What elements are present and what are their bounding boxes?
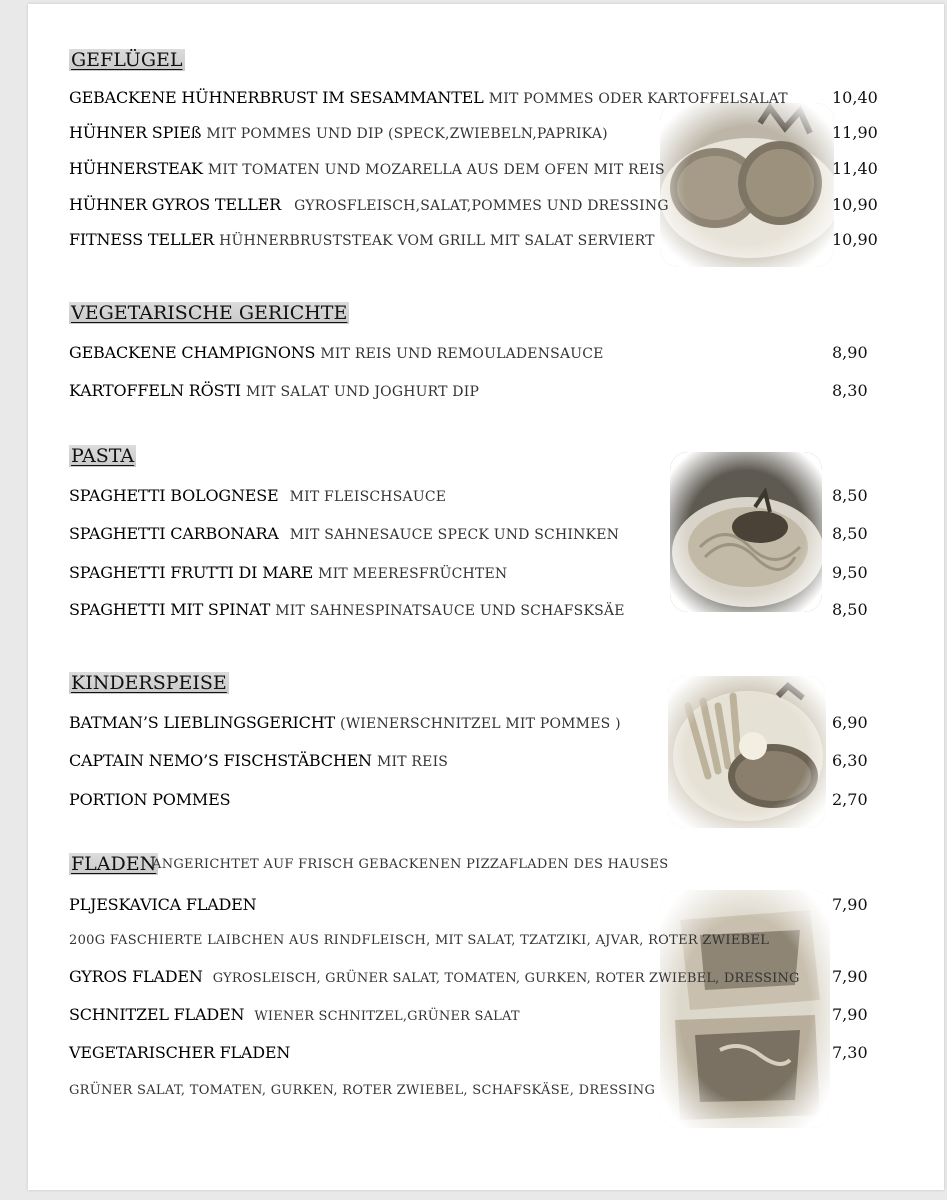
item-description: MIT MEERESFRÜCHTEN [318,566,508,582]
item-name: SPAGHETTI FRUTTI DI MARE [69,563,314,582]
item-description: MIT REIS [376,754,449,770]
item-description: MIT REIS UND REMOULADENSAUCE [320,346,604,362]
menu-item [69,600,879,626]
menu-item [69,159,879,185]
section-heading-fladen: FLADEN [71,853,157,875]
item-description: MIT FLEISCHSAUCE [289,489,447,505]
item-description: MIT SALAT UND JOGHURT DIP [246,384,480,400]
section-heading-vegetarisch: VEGETARISCHE GERICHTE [71,302,348,324]
menu-item [69,790,879,816]
item-name: PLJESKAVICA FLADEN [69,895,257,914]
item-price: 7,90 [832,967,868,986]
menu-item [69,195,879,221]
item-name: HÜHNERSTEAK [69,159,203,178]
item-price: 10,90 [832,195,878,214]
item-name: SPAGHETTI CARBONARA [69,524,279,543]
item-name: GYROS FLADEN [69,967,203,986]
menu-item [69,967,879,993]
item-description: GRÜNER SALAT, TOMATEN, GURKEN, ROTER ZWIEBEL, SCHAFSKÄSE, DRESSING [69,1083,656,1098]
item-description: (WIENERSCHNITZEL MIT POMMES ) [340,716,621,732]
item-description: MIT TOMATEN UND MOZARELLA AUS DEM OFEN MIT REIS [207,162,665,178]
item-price: 11,90 [832,123,878,142]
item-price: 2,70 [832,790,868,809]
item-description: WIENER SCHNITZEL,GRÜNER SALAT [254,1009,520,1024]
item-name: GEBACKENE HÜHNERBRUST IM SESAMMANTEL [69,88,484,107]
item-name: FITNESS TELLER [69,230,215,249]
item-price: 9,50 [832,563,868,582]
item-description: MIT POMMES UND DIP (SPECK,ZWIEBELN,PAPRIKA) [206,126,608,142]
item-price: 6,90 [832,713,868,732]
menu-item [69,88,879,114]
menu-item [69,343,879,369]
item-price: 8,50 [832,524,868,543]
item-name: KARTOFFELN RÖSTI [69,381,241,400]
menu-item [69,563,879,589]
item-price: 8,50 [832,600,868,619]
menu-item [69,895,879,921]
section-heading-gefluegel: GEFLÜGEL [71,49,183,71]
item-description: MIT SAHNESAUCE SPECK UND SCHINKEN [289,527,620,543]
item-price: 10,40 [832,88,878,107]
item-description: GYROSFLEISCH,SALAT,POMMES UND DRESSING [294,198,669,214]
menu-item [69,1043,879,1069]
menu-item [69,524,879,550]
item-price: 7,90 [832,1005,868,1024]
item-price: 7,30 [832,1043,868,1062]
menu-item [69,123,879,149]
item-name: BATMAN’S LIEBLINGSGERICHT [69,713,335,732]
item-price: 6,30 [832,751,868,770]
menu-item [69,751,879,777]
item-price: 8,30 [832,381,868,400]
menu-item [69,381,879,407]
item-name: GEBACKENE CHAMPIGNONS [69,343,316,362]
item-name: SPAGHETTI BOLOGNESE [69,486,279,505]
section-heading-pasta: PASTA [71,445,135,467]
item-price: 11,40 [832,159,878,178]
menu-item [69,1005,879,1031]
item-name: PORTION POMMES [69,790,231,809]
item-price: 8,50 [832,486,868,505]
item-description: 200G FASCHIERTE LAIBCHEN AUS RINDFLEISCH, MIT SALAT, TZATZIKI, AJVAR, ROTER ZWIEBEL [69,933,770,948]
item-name: VEGETARISCHER FLADEN [69,1043,291,1062]
section-note-fladen: ANGERICHTET AUF FRISCH GEBACKENEN PIZZAFLADEN DES HAUSES [152,857,669,872]
item-description: GYROSLEISCH, GRÜNER SALAT, TOMATEN, GURKEN, ROTER ZWIEBEL, DRESSING [212,971,800,986]
item-name: SPAGHETTI MIT SPINAT [69,600,271,619]
item-price: 7,90 [832,895,868,914]
item-price: 8,90 [832,343,868,362]
item-name: HÜHNER SPIEß [69,123,202,142]
item-name: CAPTAIN NEMO’S FISCHSTÄBCHEN [69,751,372,770]
item-description: HÜHNERBRUSTSTEAK VOM GRILL MIT SALAT SERVIERT [219,233,655,249]
item-description: MIT SAHNESPINATSAUCE UND SCHAFSKSÄE [275,603,625,619]
menu-item [69,486,879,512]
menu-item [69,230,879,256]
item-name: HÜHNER GYROS TELLER [69,195,282,214]
menu-item [69,713,879,739]
item-name: SCHNITZEL FLADEN [69,1005,245,1024]
section-heading-kinder: KINDERSPEISE [71,672,227,694]
item-price: 10,90 [832,230,878,249]
item-description: MIT POMMES ODER KARTOFFELSALAT [488,91,788,107]
